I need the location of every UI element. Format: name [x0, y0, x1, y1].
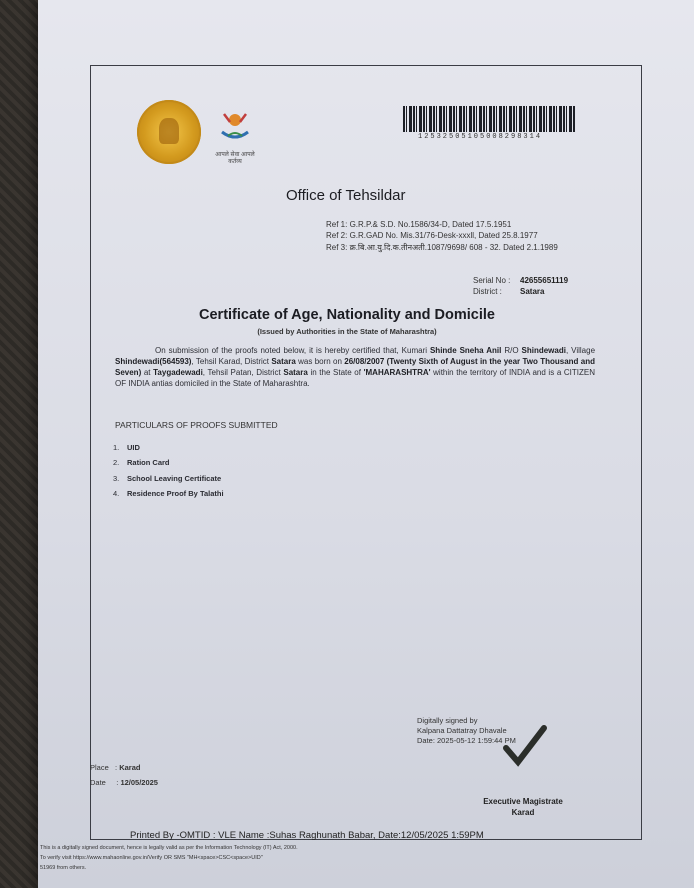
aaple-sarkar-logo-icon	[210, 100, 260, 170]
executive-magistrate: Executive Magistrate Karad	[483, 797, 563, 817]
district-label: District :	[473, 287, 502, 296]
office-title: Office of Tehsildar	[286, 187, 406, 204]
signature-tick-icon	[500, 722, 548, 770]
certificate-title: Certificate of Age, Nationality and Domicile	[199, 307, 495, 323]
serial-value: 42655651119	[520, 276, 569, 285]
district-value: Satara	[520, 287, 545, 296]
serial-label: Serial No :	[473, 276, 511, 285]
ref-2: Ref 2: G.R.GAD No. Mis.31/76-Desk-xxxll, Dated 25.8.1977	[326, 231, 538, 240]
barcode-number: 12532505105008298314	[418, 133, 543, 141]
applicant-name: Shinde Sneha Anil	[429, 346, 502, 355]
proof-item: 3. School Leaving Certificate	[113, 474, 222, 483]
proof-item: 4. Residence Proof By Talathi	[113, 489, 224, 498]
footer-note: This is a digitally signed document, hence is legally valid as per the Information Technology (IT) Act, 2000. To verify visit https://www.mahaonline.gov.in/Verify OR SMS "MH<space>CSC<space>UID" 51969 from others.	[40, 845, 298, 871]
proof-item: 2. Ration Card	[113, 458, 170, 467]
date-of-birth: 26/08/2007 (Twenty Sixth of August in the year Two Thousand and Seven)	[115, 357, 595, 377]
maharashtra-seal-icon	[137, 100, 201, 164]
certificate-border	[90, 65, 642, 840]
particulars-heading: PARTICULARS OF PROOFS SUBMITTED	[115, 420, 278, 430]
place-row: Place : Karad	[90, 763, 141, 772]
ref-1: Ref 1: G.R.P.& S.D. No.1586/34-D, Dated 17.5.1951	[326, 220, 512, 229]
digital-signature-block: Digitally signed by Kalpana Dattatray Dhavale Date: 2025-05-12 1:59:44 PM	[417, 716, 516, 745]
ref-3: Ref 3: क्र.बि.आ.यु.दि.क.तीनअती.1087/9698/ 608 - 32. Dated 2.1.1989	[326, 243, 558, 252]
date-row: Date : 12/05/2025	[90, 778, 158, 787]
logo-caption: आपले सेवा आपले कर्तव्य	[215, 152, 255, 165]
certificate-subtitle: (Issued by Authorities in the State of Maharashtra)	[257, 327, 437, 336]
certificate-body: On submission of the proofs noted below, it is hereby certified that, Kumari Shinde Sneha Anil R/O Shindewadi, Village Shindewadi(564593), Tehsil Karad, District Satara was born on 26/08/2007 (Twenty Sixth of August in the year Two Thousand and Seven) at Taygadewadi, Tehsil Patan, District Satara in the State of 'MAHARASHTRA' within the territory of INDIA and is a CITIZEN OF INDIA antias domiciled in the State of Maharashtra.	[115, 346, 596, 388]
printed-by-line: Printed By -OMTID : VLE Name :Suhas Raghunath Babar, Date:12/05/2025 1:59PM	[130, 830, 484, 841]
barcode	[403, 106, 576, 132]
proof-item: 1. UID	[113, 443, 140, 452]
